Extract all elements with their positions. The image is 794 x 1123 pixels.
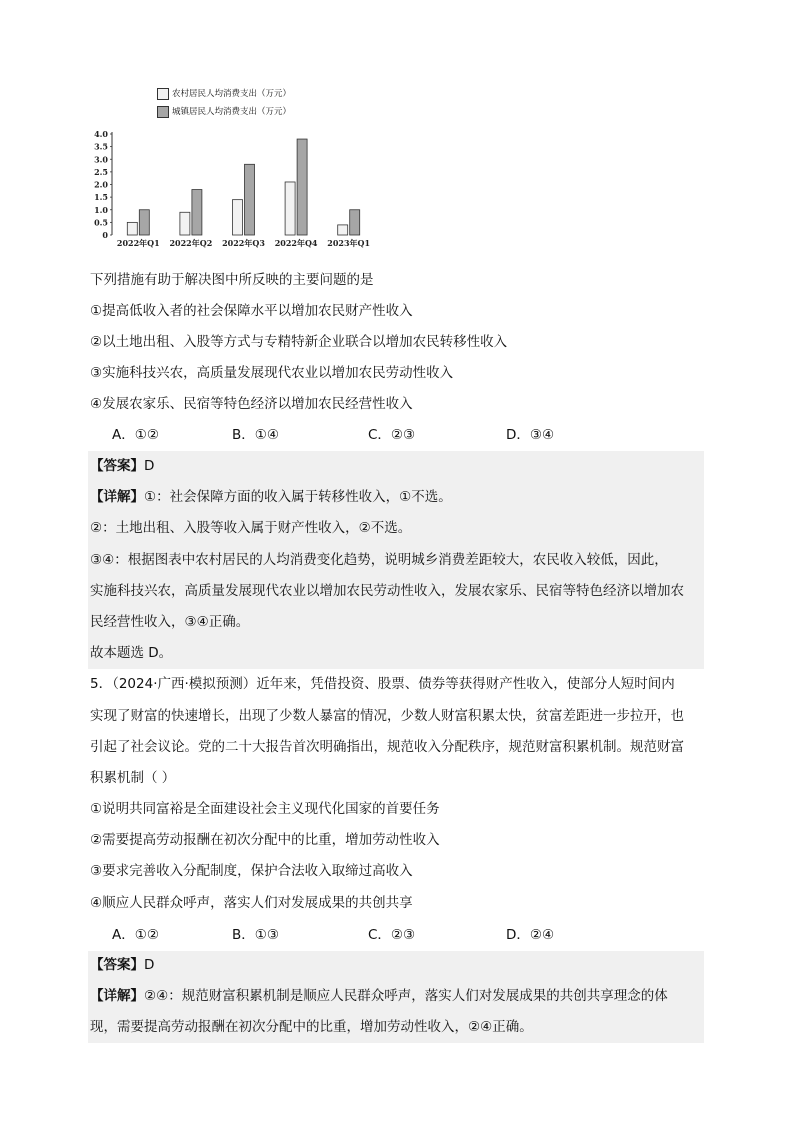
q5-detail-tag: 【详解】 <box>90 988 144 1004</box>
bar-rural <box>127 222 137 235</box>
q4-answer-tag: 【答案】 <box>90 458 144 474</box>
bar-urban <box>350 210 360 235</box>
q5-stem-1: 5．（2024·广西·模拟预测）近年来，凭借投资、股票、债券等获得财产性收入，使部分人短时间内 <box>90 676 675 692</box>
x-tick-label: 2022年Q4 <box>274 238 318 248</box>
y-tick-label: 3.5 <box>94 141 108 152</box>
consumption-bar-chart <box>90 126 380 250</box>
q5-answer-tag: 【答案】 <box>90 957 144 973</box>
x-tick-label: 2022年Q2 <box>169 238 213 248</box>
q5-option-d: D．②④ <box>506 927 555 943</box>
q4-option-b: B．①④ <box>232 427 279 443</box>
q5-option-b: B．①③ <box>232 927 279 943</box>
q5-option-c: C．②③ <box>368 927 416 943</box>
q5-stem-3: 引起了社会议论。党的二十大报告首次明确指出，规范收入分配秩序，规范财富积累机制。规范财富 <box>90 739 684 755</box>
bar-urban <box>192 190 202 235</box>
q5-item-1: ①说明共同富裕是全面建设社会主义现代化国家的首要任务 <box>90 801 440 817</box>
q5-detail-1 <box>90 986 668 1006</box>
legend-label-rural: 农村居民人均消费支出（万元） <box>172 89 292 99</box>
q4-option-a: A．①② <box>112 427 159 443</box>
q4-detail-2: ②：土地出租、入股等收入属于财产性收入，②不选。 <box>90 520 412 536</box>
q5-stem-4: 积累机制（ ） <box>90 770 176 786</box>
q4-detail-4: 实施科技兴农，高质量发展现代农业以增加农民劳动性收入，发展农家乐、民宿等特色经济以增加农 <box>90 583 684 599</box>
q5-answer <box>90 955 154 975</box>
y-tick-label: 3.0 <box>94 154 108 165</box>
q4-detail-text-1: ①：社会保障方面的收入属于转移性收入，①不选。 <box>144 489 452 505</box>
legend-swatch-urban <box>157 106 169 118</box>
q4-item-2: ②以土地出租、入股等方式与专精特新企业联合以增加农民转移性收入 <box>90 334 508 350</box>
q4-option-c: C．②③ <box>368 427 416 443</box>
x-tick-label: 2023年Q1 <box>327 238 371 248</box>
q4-detail-5: 民经营性收入，③④正确。 <box>90 614 250 630</box>
x-tick-label: 2022年Q3 <box>222 238 265 248</box>
q5-item-2: ②需要提高劳动报酬在初次分配中的比重，增加劳动性收入 <box>90 832 440 848</box>
q4-detail-6: 故本题选 D。 <box>90 645 173 661</box>
y-tick-label: 0.5 <box>94 217 108 228</box>
q4-item-1: ①提高低收入者的社会保障水平以增加农民财产性收入 <box>90 303 413 319</box>
q5-detail-2: 现，需要提高劳动报酬在初次分配中的比重，增加劳动性收入，②④正确。 <box>90 1019 533 1035</box>
q5-stem-2: 实现了财富的快速增长，出现了少数人暴富的情况，少数人财富积累太快，贫富差距进一步拉开，也 <box>90 708 684 724</box>
bar-rural <box>338 225 348 235</box>
legend-swatch-rural <box>157 88 169 100</box>
q4-detail-tag: 【详解】 <box>90 489 144 505</box>
q4-option-d: D．③④ <box>506 427 555 443</box>
y-tick-label: 2.5 <box>94 166 108 177</box>
q5-option-a: A．①② <box>112 927 159 943</box>
q4-item-3: ③实施科技兴农，高质量发展现代农业以增加农民劳动性收入 <box>90 365 454 381</box>
q5-item-3: ③要求完善收入分配制度，保护合法收入取缔过高收入 <box>90 863 413 879</box>
bar-urban <box>245 164 255 235</box>
bar-rural <box>285 182 295 235</box>
q4-detail-3: ③④：根据图表中农村居民的人均消费变化趋势，说明城乡消费差距较大，农民收入较低，因此， <box>90 552 668 568</box>
q5-item-4: ④顺应人民群众呼声，落实人们对发展成果的共创共享 <box>90 895 413 911</box>
x-tick-label: 2022年Q1 <box>116 238 160 248</box>
q4-answer <box>90 456 154 476</box>
legend-label-urban: 城镇居民人均消费支出（万元） <box>172 107 292 117</box>
bar-urban <box>297 139 307 235</box>
q4-prompt: 下列措施有助于解决图中所反映的主要问题的是 <box>90 272 374 288</box>
y-tick-label: 0 <box>102 230 108 240</box>
y-tick-label: 1.0 <box>94 204 108 215</box>
q5-answer-value: D <box>144 957 155 973</box>
q4-answer-value: D <box>144 458 155 474</box>
bar-rural <box>180 212 190 235</box>
q4-detail-1 <box>90 487 452 507</box>
bar-rural <box>233 200 243 235</box>
q4-item-4: ④发展农家乐、民宿等特色经济以增加农民经营性收入 <box>90 396 413 412</box>
y-tick-label: 1.5 <box>94 192 108 203</box>
y-tick-label: 2.0 <box>94 179 108 190</box>
y-tick-label: 4.0 <box>94 129 108 139</box>
bar-urban <box>139 210 149 235</box>
q5-detail-text-1: ②④：规范财富积累机制是顺应人民群众呼声，落实人们对发展成果的共创共享理念的体 <box>144 988 668 1004</box>
